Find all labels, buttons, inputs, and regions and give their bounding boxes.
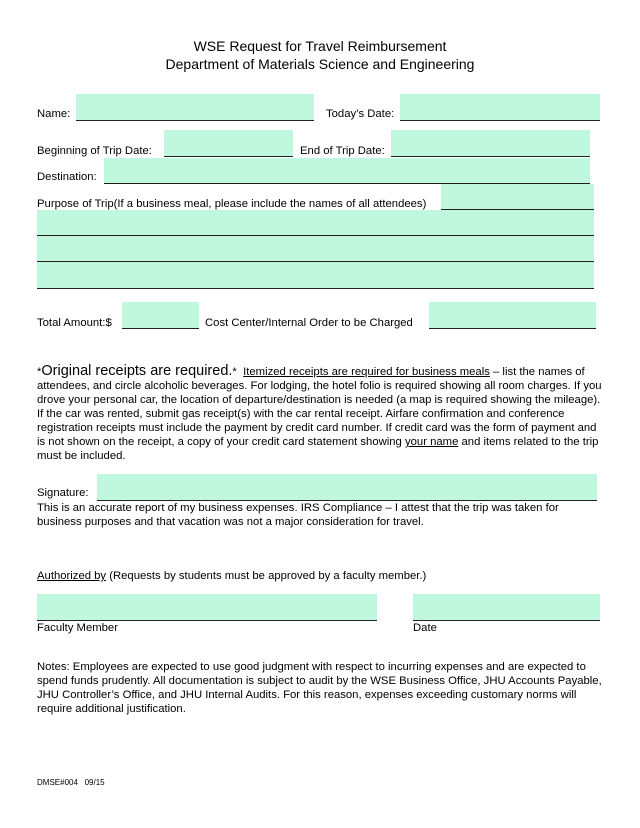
receipts-text-end: and items related to the trip must be included. bbox=[37, 436, 599, 462]
date-label: Date bbox=[413, 622, 437, 634]
name-label: Name: bbox=[37, 108, 71, 120]
asterisk: * bbox=[232, 366, 237, 378]
receipts-text: – list the names of attendees, and circle alcoholic beverages. For lodging, the hotel folio is required showing all room charges. If you drove your personal car, the location of departure/destination is needed (a map is required showing the mileage). If the car was rented, submit gas receipt(s) with the car rental receipt. Airfare confirmation and conference registration receipts must include the payment by credit card number. If credit card was the form of payment and is not shown on the receipt, a copy of your credit card statement showing bbox=[37, 366, 602, 448]
authorization-date-field[interactable] bbox=[413, 594, 600, 621]
form-id: DMSE#004 09/15 bbox=[37, 778, 105, 787]
total-amount-label: Total Amount:$ bbox=[37, 317, 112, 329]
cost-center-field[interactable] bbox=[429, 302, 596, 329]
notes-text: Notes: Employees are expected to use good judgment with respect to incurring expenses and are expected to spend funds prudently. All documentation is subject to audit by the WSE Business Office, JHU Accounts Payable, JHU Controller’s Office, and JHU Internal Audits. For this reason, expenses exceeding customary norms will require additional justification. bbox=[37, 661, 602, 715]
asterisk: * bbox=[37, 366, 42, 378]
authorized-by bbox=[37, 570, 426, 582]
end-date-field[interactable] bbox=[391, 130, 590, 157]
authorized-by-label: Authorized by bbox=[37, 570, 107, 582]
department-title: Department of Materials Science and Engineering bbox=[165, 56, 475, 72]
end-date-label: End of Trip Date: bbox=[300, 145, 385, 157]
purpose-field-line2[interactable] bbox=[37, 210, 594, 236]
faculty-member-field[interactable] bbox=[37, 594, 377, 621]
total-amount-field[interactable] bbox=[122, 302, 199, 329]
name-field[interactable] bbox=[76, 94, 314, 121]
purpose-field-line3[interactable] bbox=[37, 236, 594, 262]
itemized-receipts-note: Itemized receipts are required for business meals bbox=[243, 366, 490, 378]
authorized-by-note: (Requests by students must be approved by a faculty member.) bbox=[106, 570, 427, 582]
beginning-date-field[interactable] bbox=[164, 130, 293, 157]
your-name-text: your name bbox=[404, 436, 459, 448]
faculty-member-label: Faculty Member bbox=[37, 622, 118, 634]
purpose-field-line4[interactable] bbox=[37, 262, 594, 289]
purpose-field-line1[interactable] bbox=[441, 184, 594, 210]
receipts-instructions bbox=[37, 364, 605, 463]
destination-label: Destination: bbox=[37, 171, 97, 183]
signature-field[interactable] bbox=[97, 474, 597, 501]
todays-date-label: Today’s Date: bbox=[326, 108, 395, 120]
form-title: WSE Request for Travel Reimbursement bbox=[193, 38, 447, 54]
receipts-heading: Original receipts are required. bbox=[41, 363, 233, 379]
purpose-label: Purpose of Trip(If a business meal, please include the names of all attendees) bbox=[37, 198, 427, 210]
destination-field[interactable] bbox=[104, 158, 590, 184]
beginning-date-label: Beginning of Trip Date: bbox=[37, 145, 152, 157]
todays-date-field[interactable] bbox=[400, 94, 600, 121]
attestation-text: This is an accurate report of my business expenses. IRS Compliance – I attest that the trip was taken for business purposes and that vacation was not a major consideration for travel. bbox=[37, 502, 559, 528]
cost-center-label: Cost Center/Internal Order to be Charged bbox=[205, 317, 413, 329]
signature-label: Signature: bbox=[37, 487, 89, 499]
